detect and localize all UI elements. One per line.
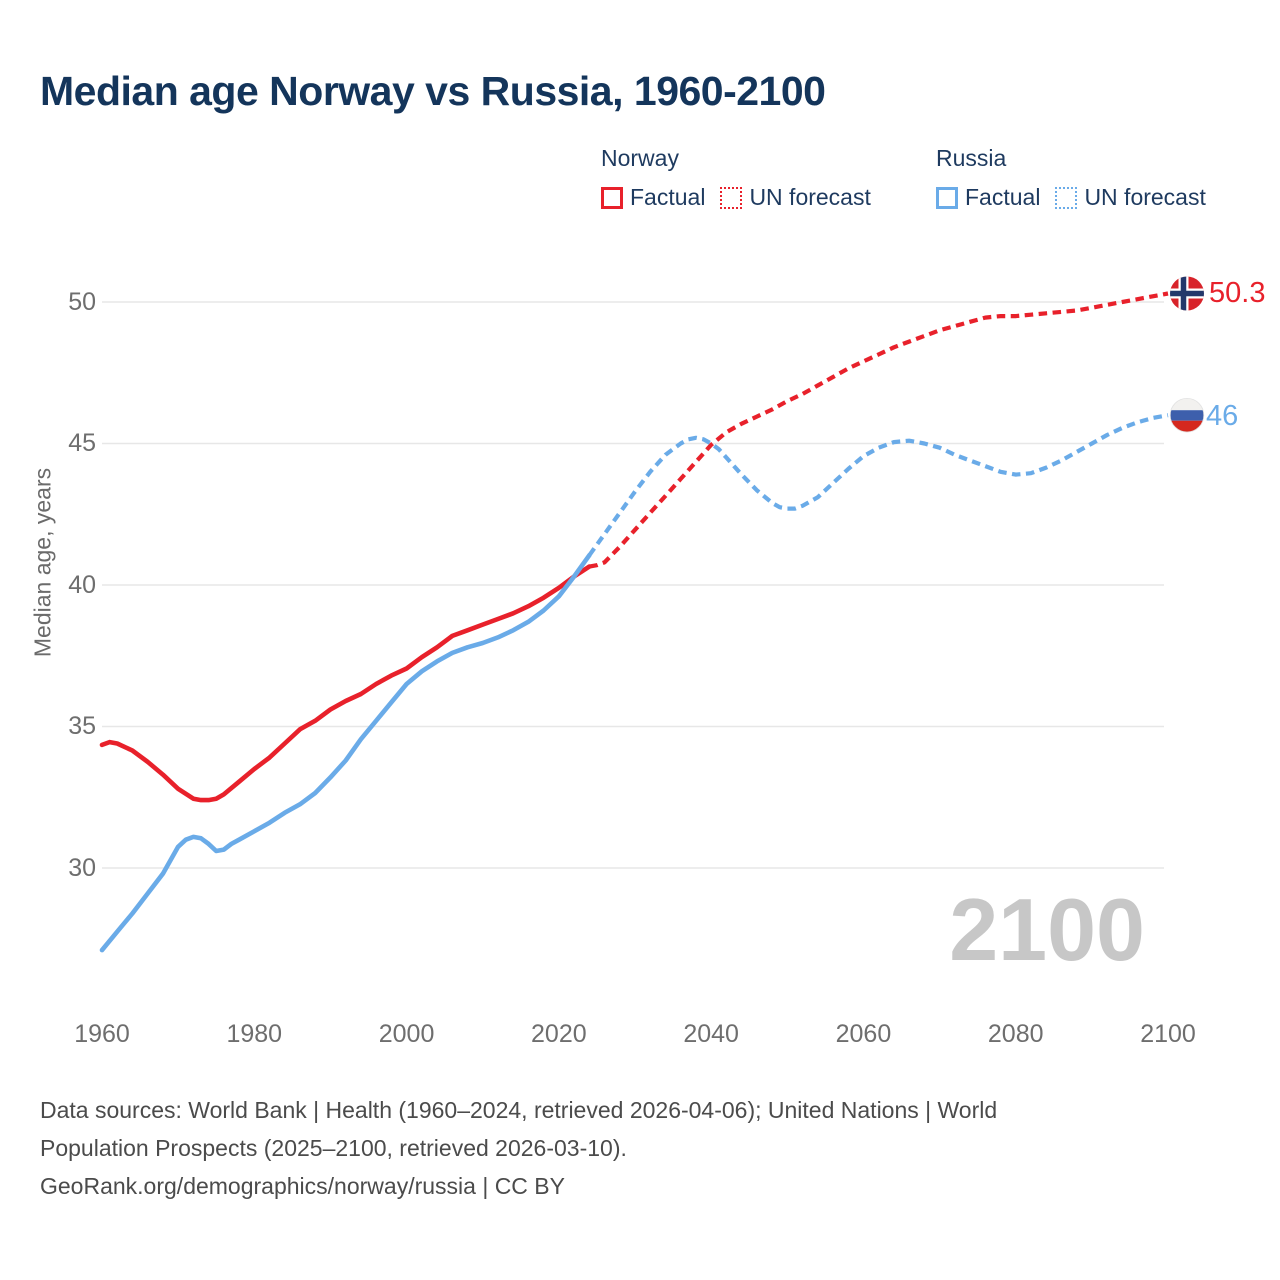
norway-factual-line bbox=[102, 567, 589, 801]
footer-line-1: Data sources: World Bank | Health (1960–2024, retrieved 2026-04-06); United Nations | World bbox=[40, 1097, 998, 1123]
page-title: Median age Norway vs Russia, 1960-2100 bbox=[40, 68, 826, 114]
x-tick-label: 2020 bbox=[531, 1020, 587, 1048]
russia-factual-line bbox=[102, 555, 589, 950]
watermark-year: 2100 bbox=[949, 880, 1145, 979]
x-tick-label: 2000 bbox=[378, 1020, 435, 1048]
x-tick-label: 2080 bbox=[987, 1020, 1044, 1048]
x-tick-label: 1960 bbox=[74, 1020, 130, 1048]
y-tick-label: 35 bbox=[68, 712, 96, 740]
norway-end-value-label: 50.3 bbox=[1209, 277, 1266, 309]
footer-note bbox=[40, 1091, 1160, 1205]
x-tick-label: 1980 bbox=[226, 1020, 283, 1048]
y-axis-title: Median age, years bbox=[29, 467, 56, 658]
x-tick-label: 2100 bbox=[1140, 1020, 1196, 1048]
y-tick-label: 30 bbox=[68, 853, 96, 882]
legend-russia-title: Russia bbox=[936, 145, 1007, 171]
gridlines bbox=[102, 302, 1164, 868]
norway-un-forecast-line bbox=[589, 294, 1168, 567]
legend-russia-forecast-label: UN forecast bbox=[1084, 184, 1206, 210]
russia-end-value-label: 46 bbox=[1206, 400, 1239, 432]
y-tick-label: 50 bbox=[68, 287, 96, 316]
norway-flag-icon bbox=[1170, 277, 1204, 311]
y-tick-label: 45 bbox=[68, 429, 96, 457]
x-tick-label: 2040 bbox=[683, 1020, 739, 1048]
legend-russia-factual-label: Factual bbox=[965, 184, 1041, 210]
footer-line-3: GeoRank.org/demographics/norway/russia | CC BY bbox=[40, 1173, 565, 1199]
x-tick-label: 2060 bbox=[835, 1020, 892, 1048]
series-lines bbox=[102, 294, 1168, 951]
legend-norway-factual-label: Factual bbox=[630, 184, 706, 210]
legend-norway-forecast-label: UN forecast bbox=[749, 184, 871, 210]
russia-flag-icon bbox=[1170, 398, 1204, 432]
footer-line-2: Population Prospects (2025–2100, retrieved 2026-03-10). bbox=[40, 1135, 627, 1161]
russia-un-forecast-line bbox=[589, 415, 1168, 555]
y-tick-label: 40 bbox=[68, 570, 96, 599]
legend-norway-title: Norway bbox=[601, 145, 679, 171]
